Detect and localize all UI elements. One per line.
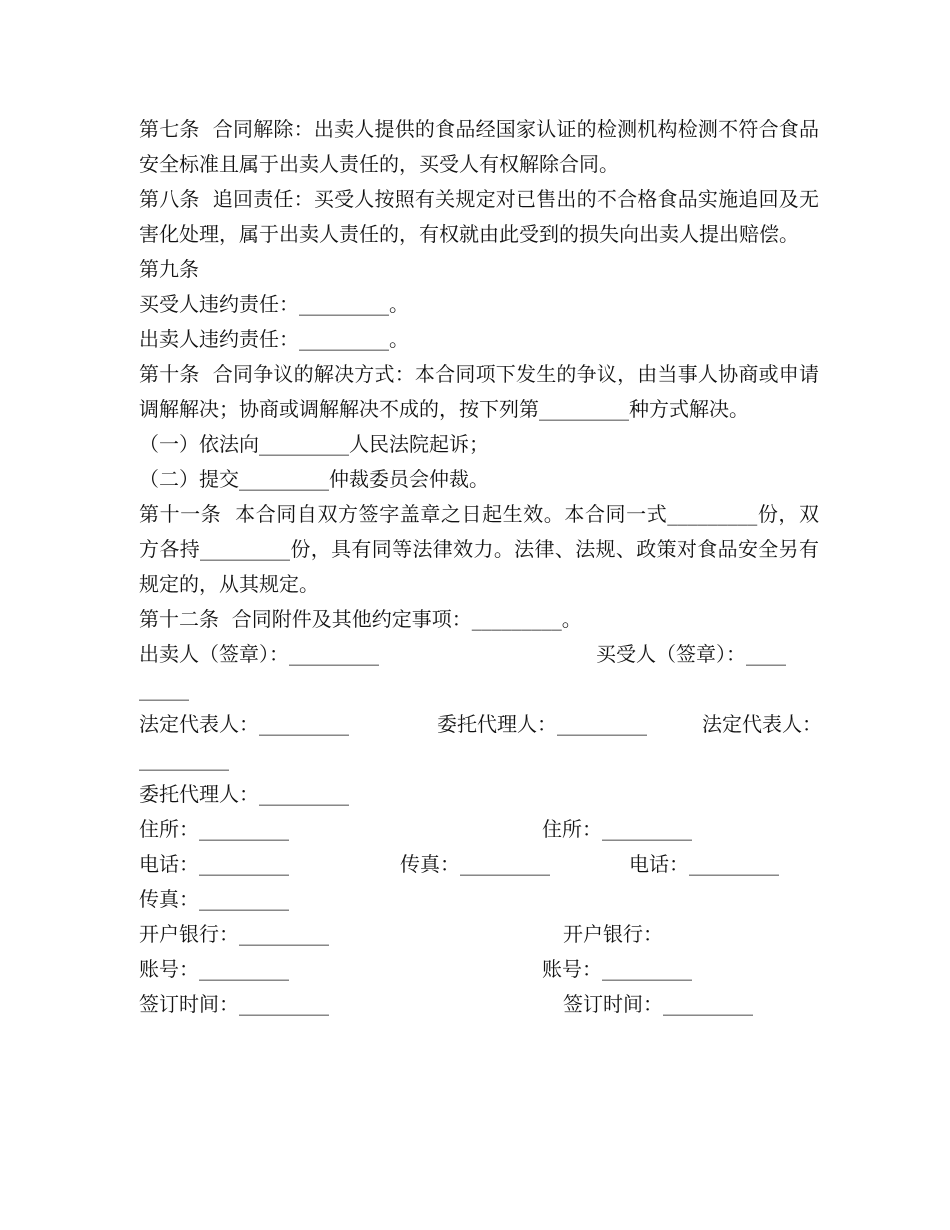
seller-account-field: 账号：_________ [139, 957, 289, 981]
buyer-legal-rep-field: 法定代表人： [702, 712, 822, 736]
signature-seal-row-cont [139, 672, 819, 707]
seller-sign-date-field: 签订时间：_________ [139, 992, 329, 1016]
account-row [139, 952, 819, 987]
clause-10: 第十条 合同争议的解决方式：本合同项下发生的争议，由当事人协商或申请调解解决；协商或调解解决不成的，按下列第_________种方式解决。 [139, 362, 819, 421]
clause-9-title: 第九条 [139, 257, 199, 281]
seller-legal-rep-field: 法定代表人：_________ [139, 712, 349, 736]
clause-9-buyer-liability: 买受人违约责任：_________。 [139, 292, 409, 316]
clause-11: 第十一条 本合同自双方签字盖章之日起生效。本合同一式_________份，双方各持_________份，具有同等法律效力。法律、法规、政策对食品安全另有规定的，从其规定。 [139, 502, 819, 596]
buyer-agent-field: 委托代理人：_________ [139, 782, 349, 806]
buyer-legal-rep-field-cont: _________ [139, 747, 229, 771]
address-row [139, 812, 819, 847]
date-row [139, 987, 819, 1022]
clause-12: 第十二条 合同附件及其他约定事项：_________。 [139, 607, 582, 631]
buyer-address-field: 住所：_________ [542, 817, 692, 841]
seller-bank-field: 开户银行：_________ [139, 922, 329, 946]
clause-8: 第八条 追回责任：买受人按照有关规定对已售出的不合格食品实施追回及无害化处理，属于出卖人责任的，有权就由此受到的损失向出卖人提出赔偿。 [139, 187, 819, 246]
phone-fax-row [139, 847, 819, 882]
buyer-fax-row [139, 882, 819, 917]
clause-7: 第七条 合同解除：出卖人提供的食品经国家认证的检测机构检测不符合食品安全标准且属于出卖人责任的，买受人有权解除合同。 [139, 117, 819, 176]
buyer-phone-field: 电话：_________ [629, 852, 779, 876]
seller-agent-field: 委托代理人：_________ [437, 712, 647, 736]
contract-body [139, 112, 822, 1022]
representative-row-cont [139, 742, 819, 777]
buyer-account-field: 账号：_________ [542, 957, 692, 981]
clause-9-seller-liability: 出卖人违约责任：_________。 [139, 327, 409, 351]
seller-fax-field: 传真：_________ [400, 852, 550, 876]
buyer-bank-field: 开户银行： [563, 922, 663, 946]
seller-seal-field: 出卖人（签章）：_________ [139, 642, 379, 666]
clause-10-option-2: （二）提交_________仲裁委员会仲裁。 [139, 467, 489, 491]
seller-address-field: 住所：_________ [139, 817, 289, 841]
buyer-sign-date-field: 签订时间：_________ [563, 992, 753, 1016]
representative-row [139, 707, 822, 742]
clause-10-option-1: （一）依法向_________人民法院起诉； [139, 432, 489, 456]
bank-row [139, 917, 819, 952]
seller-phone-field: 电话：_________ [139, 852, 289, 876]
buyer-seal-field: 买受人（签章）：____ [596, 642, 786, 666]
signature-seal-row [139, 637, 819, 672]
buyer-fax-field: 传真：_________ [139, 887, 289, 911]
buyer-agent-row [139, 777, 819, 812]
buyer-seal-field-cont: _____ [139, 677, 189, 701]
